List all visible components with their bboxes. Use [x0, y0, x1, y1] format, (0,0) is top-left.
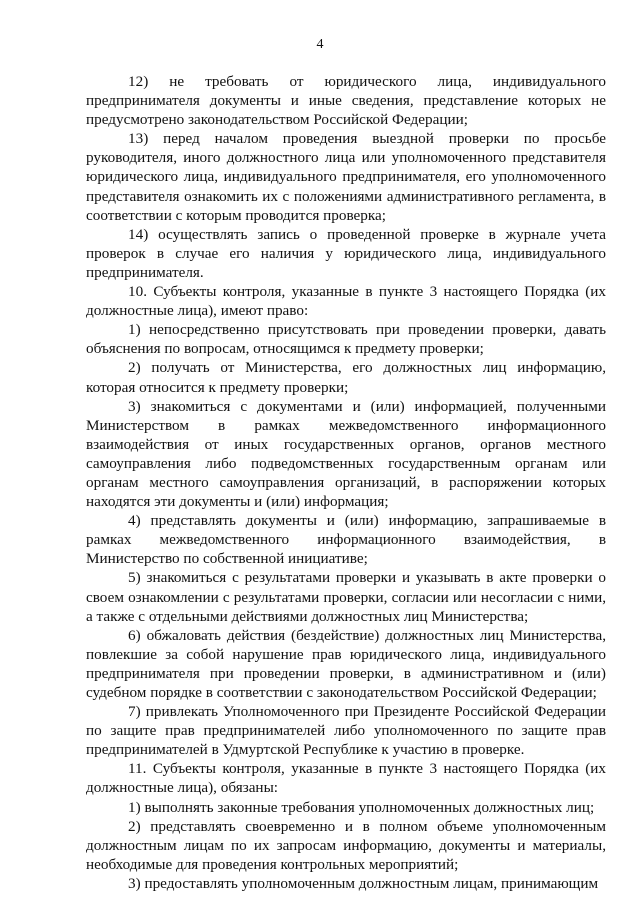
- paragraph: 1) непосредственно присутствовать при проведении проверки, давать объяснения по вопросам, относящимся к предмету проверки;: [86, 321, 606, 358]
- section-11-heading: 11. Субъекты контроля, указанные в пункте 3 настоящего Порядка (их должностные лица), обязаны:: [86, 760, 606, 797]
- document-body: [86, 72, 606, 893]
- paragraph: 7) привлекать Уполномоченного при Президенте Российской Федерации по защите прав предпринимателей либо уполномоченного по защите прав предпринимателей в Удмуртской Республике к участию в проверке.: [86, 703, 606, 759]
- paragraph: 12) не требовать от юридического лица, индивидуального предпринимателя документы и иные сведения, представление которых не предусмотрено законодательством Российской Федерации;: [86, 73, 606, 129]
- paragraph: 2) представлять своевременно и в полном объеме уполномоченным должностным лицам по их запросам информацию, документы и материалы, необходимые для проведения контрольных мероприятий;: [86, 817, 606, 873]
- section-10-heading: 10. Субъекты контроля, указанные в пункте 3 настоящего Порядка (их должностные лица), имеют право:: [86, 283, 606, 320]
- paragraph: 2) получать от Министерства, его должностных лиц информацию, которая относится к предмету проверки;: [86, 359, 606, 396]
- paragraph: 5) знакомиться с результатами проверки и указывать в акте проверки о своем ознакомлении с результатами проверки, согласии или несогласии с ними, а также с отдельными действиями должностных лиц Министерства;: [86, 569, 606, 625]
- paragraph: 6) обжаловать действия (бездействие) должностных лиц Министерства, повлекшие за собой нарушение прав юридического лица, индивидуального предпринимателя при проведении проверки, в административном и (или) судебном порядке в соответствии с законодательством Российской Федерации;: [86, 626, 606, 701]
- paragraph: 3) предоставлять уполномоченным должностным лицам, принимающим: [128, 874, 599, 892]
- paragraph: 4) представлять документы и (или) информацию, запрашиваемые в рамках межведомственного информационного взаимодействия, в Министерство по собственной инициативе;: [86, 512, 606, 568]
- paragraph: 1) выполнять законные требования уполномоченных должностных лиц;: [128, 798, 595, 816]
- paragraph: 3) знакомиться с документами и (или) информацией, полученными Министерством в рамках межведомственного информационного взаимодействия от иных государственных органов, органов местного самоуправления либо подведомственных государственным органам или органам местного самоуправления организаций, в распоряжении которых находятся эти документы и (или) информация;: [86, 397, 606, 511]
- paragraph: 14) осуществлять запись о проведенной проверке в журнале учета проверок в случае его наличия у юридического лица, индивидуального предпринимателя.: [86, 225, 606, 281]
- page-number: 4: [316, 37, 324, 52]
- paragraph: 13) перед началом проведения выездной проверки по просьбе руководителя, иного должностного лица или уполномоченного представителя юридического лица, индивидуального предпринимателя, его уполномоченного представителя ознакомить их с положениями административного регламента, в соответствии с которым проводится проверка;: [86, 130, 606, 224]
